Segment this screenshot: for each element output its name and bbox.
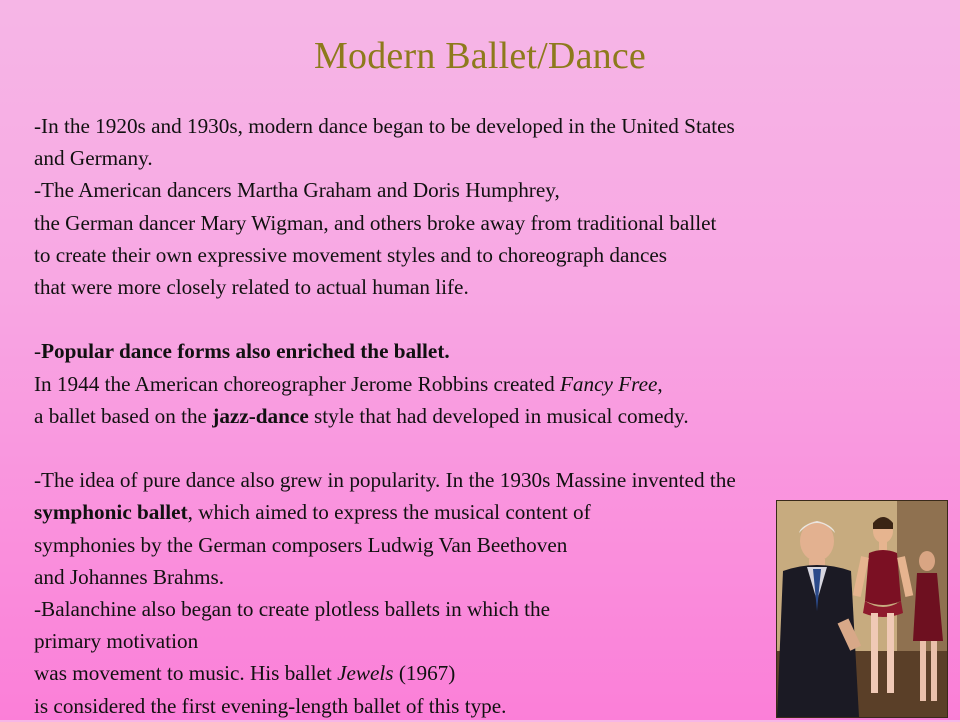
p3-line-2-pre: In 1944 the American choreographer Jerome Robbins created <box>34 371 560 396</box>
p1-line-2: and Germany. <box>34 146 153 171</box>
p4-line-3: symphonies by the German composers Ludwig Van Beethoven <box>34 532 568 557</box>
p3-line-1 <box>34 335 934 367</box>
p2-line-2: the German dancer Mary Wigman, and others broke away from traditional ballet <box>34 210 717 235</box>
p5-line-2: primary motivation <box>34 629 199 654</box>
p3-line-3 <box>34 400 934 432</box>
jazz-dance-term: jazz-dance <box>212 403 309 428</box>
p5-line-4: is considered the first evening-length ballet of this type. <box>34 693 507 718</box>
p2-line-4: that were more closely related to actual human life. <box>34 275 469 300</box>
p4-line-2-post: , which aimed to express the musical content of <box>187 500 591 525</box>
dancers-photo <box>776 500 948 718</box>
p3-heading: Popular dance forms also enriched the ballet. <box>41 339 450 364</box>
fancy-free-title: Fancy Free <box>559 371 658 396</box>
p3-line-2-post: , <box>657 371 663 396</box>
slide-title: Modern Ballet/Dance <box>314 35 646 77</box>
p4-line-1: -The idea of pure dance also grew in popularity. In the 1930s Massine invented the <box>34 468 736 493</box>
p1-line-1: -In the 1920s and 1930s, modern dance began to be developed in the United States <box>34 114 735 138</box>
p3-line-2 <box>34 368 934 400</box>
paragraph-gap <box>34 303 934 335</box>
p5-line-3-pre: was movement to music. His ballet <box>34 661 338 686</box>
paragraph-gap <box>34 432 934 464</box>
p2-line-3: to create their own expressive movement styles and to choreograph dances <box>34 242 668 267</box>
symphonic-ballet-term: symphonic ballet <box>34 500 188 525</box>
p5-line-3-post: (1967) <box>393 661 456 686</box>
p3-dash: - <box>34 339 42 364</box>
jewels-title: Jewels <box>337 661 394 686</box>
p5-line-1: -Balanchine also began to create plotless ballets in which the <box>34 597 550 622</box>
p3-line-3-post: style that had developed in musical comedy. <box>308 403 689 428</box>
p3-line-3-pre: a ballet based on the <box>34 403 213 428</box>
p2-line-1: -The American dancers Martha Graham and Doris Humphrey, <box>34 178 560 203</box>
p4-line-4: and Johannes Brahms. <box>34 564 225 589</box>
